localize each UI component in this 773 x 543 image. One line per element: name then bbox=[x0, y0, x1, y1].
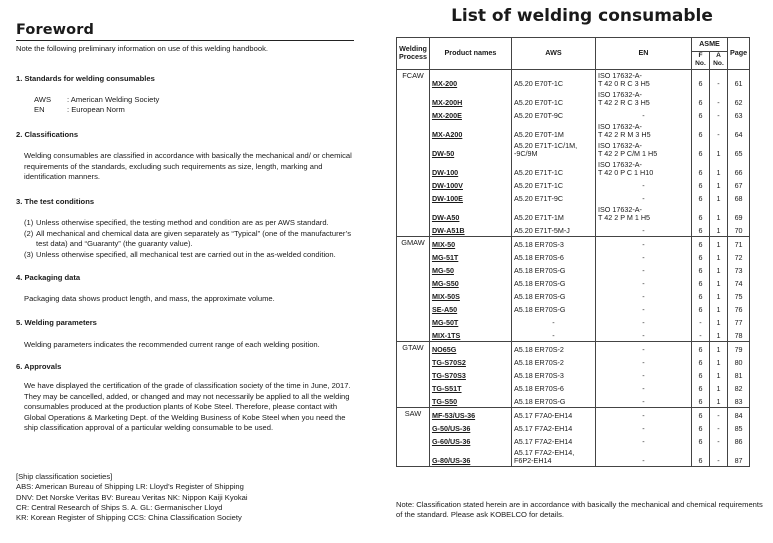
cell-product-name: MIX-50 bbox=[429, 236, 511, 250]
cell-f-no: 6 bbox=[691, 355, 709, 368]
cell-aws: A5.20 E70T-1C bbox=[511, 69, 595, 89]
cell-page: 62 bbox=[727, 89, 749, 108]
cell-a-no: 1 bbox=[709, 368, 727, 381]
cell-product-name: MX-200H bbox=[429, 89, 511, 108]
cell-a-no: - bbox=[709, 108, 727, 121]
cell-aws: A5.20 E71T-5M-J bbox=[511, 223, 595, 237]
table-row bbox=[397, 108, 750, 121]
header-page: Page bbox=[727, 38, 749, 70]
cell-en: ISO 17632-A- T 42 2 P C/M 1 H5 bbox=[595, 140, 691, 159]
cell-a-no: 1 bbox=[709, 302, 727, 315]
section-5-body: Welding parameters indicates the recommended current range of each welding position. bbox=[24, 340, 320, 349]
cell-aws: A5.18 ER70S-G bbox=[511, 263, 595, 276]
standard-abbr: AWS bbox=[34, 95, 52, 104]
cell-page: 73 bbox=[727, 263, 749, 276]
ship-society-line: DNV: Det Norske Veritas BV: Bureau Veritas NK: Nippon Kaiji Kyokai bbox=[16, 492, 248, 502]
header-f-no: F No. bbox=[691, 52, 709, 70]
cell-en: ISO 17632-A- T 42 2 P M 1 H5 bbox=[595, 204, 691, 223]
cell-aws: A5.18 ER70S-G bbox=[511, 276, 595, 289]
test-conditions-list bbox=[24, 218, 352, 260]
cell-a-no: - bbox=[709, 121, 727, 140]
cell-f-no: 6 bbox=[691, 89, 709, 108]
standard-name: : American Welding Society bbox=[67, 95, 160, 104]
cell-f-no: 6 bbox=[691, 341, 709, 355]
cell-page: 81 bbox=[727, 368, 749, 381]
cell-product-name: G-60/US-36 bbox=[429, 434, 511, 447]
list-item-number: (3) bbox=[24, 249, 34, 259]
cell-en: - bbox=[595, 250, 691, 263]
table-row bbox=[397, 236, 750, 250]
section-3-heading: 3. The test conditions bbox=[16, 197, 95, 206]
cell-welding-process: SAW bbox=[397, 407, 430, 466]
cell-a-no: - bbox=[709, 69, 727, 89]
foreword-title: Foreword bbox=[16, 22, 94, 38]
table-row bbox=[397, 434, 750, 447]
cell-f-no: 6 bbox=[691, 381, 709, 394]
table-row bbox=[397, 315, 750, 328]
cell-a-no: 1 bbox=[709, 191, 727, 204]
cell-aws: A5.18 ER70S-3 bbox=[511, 368, 595, 381]
cell-f-no: 6 bbox=[691, 121, 709, 140]
table-row bbox=[397, 302, 750, 315]
cell-f-no: 6 bbox=[691, 140, 709, 159]
cell-f-no: 6 bbox=[691, 69, 709, 89]
cell-aws: A5.17 F7A2-EH14, F6P2-EH14 bbox=[511, 447, 595, 467]
cell-page: 77 bbox=[727, 315, 749, 328]
standards-list bbox=[34, 95, 362, 115]
cell-aws: A5.20 E70T-1C bbox=[511, 89, 595, 108]
cell-page: 78 bbox=[727, 328, 749, 342]
cell-product-name: TG-S70S3 bbox=[429, 368, 511, 381]
cell-en: - bbox=[595, 434, 691, 447]
standard-row bbox=[34, 95, 362, 105]
cell-product-name: MX-200 bbox=[429, 69, 511, 89]
table-row bbox=[397, 368, 750, 381]
cell-product-name: DW-100 bbox=[429, 159, 511, 178]
cell-welding-process: GMAW bbox=[397, 236, 430, 341]
cell-aws: A5.20 E71T-1M bbox=[511, 204, 595, 223]
cell-page: 63 bbox=[727, 108, 749, 121]
section-2-body bbox=[24, 151, 352, 183]
cell-f-no: 6 bbox=[691, 204, 709, 223]
cell-en: - bbox=[595, 368, 691, 381]
cell-page: 71 bbox=[727, 236, 749, 250]
cell-a-no: - bbox=[709, 407, 727, 421]
cell-f-no: 6 bbox=[691, 223, 709, 237]
cell-page: 79 bbox=[727, 341, 749, 355]
cell-f-no: 6 bbox=[691, 236, 709, 250]
cell-a-no: 1 bbox=[709, 289, 727, 302]
table-footnote: Note: Classification stated herein are in accordance with basically the mechanical and chemical requirements of the standard. Please ask KOBELCO for details. bbox=[396, 500, 763, 519]
section-6-body bbox=[24, 381, 352, 434]
cell-page: 75 bbox=[727, 289, 749, 302]
header-aws: AWS bbox=[511, 38, 595, 70]
standard-row bbox=[34, 105, 362, 115]
cell-product-name: MG-50 bbox=[429, 263, 511, 276]
cell-en: ISO 17632-A- T 42 0 P C 1 H10 bbox=[595, 159, 691, 178]
cell-a-no: - bbox=[709, 421, 727, 434]
cell-page: 70 bbox=[727, 223, 749, 237]
cell-aws: A5.17 F7A2-EH14 bbox=[511, 421, 595, 434]
table-row bbox=[397, 263, 750, 276]
cell-product-name: MG-50T bbox=[429, 315, 511, 328]
cell-en: - bbox=[595, 341, 691, 355]
cell-f-no: 6 bbox=[691, 178, 709, 191]
table-row bbox=[397, 159, 750, 178]
cell-f-no: 6 bbox=[691, 289, 709, 302]
cell-aws: A5.20 E70T-9C bbox=[511, 108, 595, 121]
cell-product-name: MG-S50 bbox=[429, 276, 511, 289]
cell-en: - bbox=[595, 355, 691, 368]
cell-f-no: 6 bbox=[691, 434, 709, 447]
table-row bbox=[397, 289, 750, 302]
section-2-heading: 2. Classifications bbox=[16, 130, 79, 139]
cell-a-no: 1 bbox=[709, 355, 727, 368]
cell-a-no: 1 bbox=[709, 159, 727, 178]
cell-a-no: 1 bbox=[709, 250, 727, 263]
cell-aws: A5.17 F7A0-EH14 bbox=[511, 407, 595, 421]
cell-a-no: 1 bbox=[709, 204, 727, 223]
cell-en: - bbox=[595, 276, 691, 289]
cell-en: - bbox=[595, 315, 691, 328]
cell-f-no: 6 bbox=[691, 447, 709, 467]
cell-aws: A5.20 E70T-1M bbox=[511, 121, 595, 140]
table-row bbox=[397, 421, 750, 434]
foreword-panel bbox=[16, 22, 354, 523]
cell-a-no: 1 bbox=[709, 263, 727, 276]
cell-en: - bbox=[595, 236, 691, 250]
consumables-title: List of welding consumable bbox=[451, 6, 713, 26]
cell-page: 65 bbox=[727, 140, 749, 159]
section-2-text: Welding consumables are classified in accordance with basically the mechanical and/ or chemical requirements of the standards, excluding such requirements as size, length, marking and identification manners. bbox=[24, 151, 352, 182]
cell-a-no: 1 bbox=[709, 381, 727, 394]
cell-a-no: 1 bbox=[709, 341, 727, 355]
cell-en: - bbox=[595, 302, 691, 315]
cell-product-name: DW-50 bbox=[429, 140, 511, 159]
list-item-text: Unless otherwise specified, all mechanical test are carried out in the as-welded condition. bbox=[36, 249, 336, 259]
cell-product-name: MX-200E bbox=[429, 108, 511, 121]
cell-en: - bbox=[595, 289, 691, 302]
cell-product-name: MX-A200 bbox=[429, 121, 511, 140]
cell-a-no: - bbox=[709, 434, 727, 447]
cell-f-no: 6 bbox=[691, 250, 709, 263]
cell-aws: A5.18 ER70S-3 bbox=[511, 236, 595, 250]
cell-page: 61 bbox=[727, 69, 749, 89]
table-row bbox=[397, 394, 750, 408]
cell-page: 83 bbox=[727, 394, 749, 408]
table-row bbox=[397, 341, 750, 355]
header-welding-process: Welding Process bbox=[397, 38, 430, 70]
cell-aws: A5.20 E71T-1C bbox=[511, 178, 595, 191]
cell-page: 69 bbox=[727, 204, 749, 223]
cell-product-name: MG-51T bbox=[429, 250, 511, 263]
list-item-text: All mechanical and chemical data are given separately as “Typical” (one of the manufacturer’s test data) and “Guaranty” (the guaranty value). bbox=[36, 228, 352, 249]
cell-f-no: 6 bbox=[691, 421, 709, 434]
cell-product-name: SE-A50 bbox=[429, 302, 511, 315]
cell-en: ISO 17632-A- T 42 2 R C 3 H5 bbox=[595, 89, 691, 108]
table-row bbox=[397, 89, 750, 108]
ship-society-line: KR: Korean Register of Shipping CCS: China Classification Society bbox=[16, 513, 242, 523]
cell-product-name: DW-100V bbox=[429, 178, 511, 191]
cell-product-name: MF-53/US-36 bbox=[429, 407, 511, 421]
standard-name: : European Norm bbox=[67, 105, 125, 114]
cell-aws: A5.18 ER70S-G bbox=[511, 302, 595, 315]
list-item bbox=[24, 250, 352, 261]
cell-a-no: 1 bbox=[709, 315, 727, 328]
section-6-heading: 6. Approvals bbox=[16, 362, 62, 371]
foreword-intro: Note the following preliminary information on use of this welding handbook. bbox=[16, 44, 269, 53]
cell-page: 80 bbox=[727, 355, 749, 368]
cell-page: 72 bbox=[727, 250, 749, 263]
cell-page: 74 bbox=[727, 276, 749, 289]
table-row bbox=[397, 121, 750, 140]
cell-product-name: MIX-1TS bbox=[429, 328, 511, 342]
cell-en: ISO 17632-A- T 42 2 R M 3 H5 bbox=[595, 121, 691, 140]
header-a-no: A No. bbox=[709, 52, 727, 70]
cell-product-name: DW-100E bbox=[429, 191, 511, 204]
table-body bbox=[397, 69, 750, 466]
cell-aws: A5.18 ER70S-6 bbox=[511, 381, 595, 394]
cell-page: 76 bbox=[727, 302, 749, 315]
table-row bbox=[397, 276, 750, 289]
cell-aws: A5.20 E71T-1C bbox=[511, 159, 595, 178]
cell-a-no: 1 bbox=[709, 178, 727, 191]
cell-product-name: G-50/US-36 bbox=[429, 421, 511, 434]
cell-en: - bbox=[595, 447, 691, 467]
ship-classification-title: [Ship classification societies] bbox=[16, 472, 113, 481]
cell-page: 87 bbox=[727, 447, 749, 467]
cell-product-name: MIX-50S bbox=[429, 289, 511, 302]
list-item bbox=[24, 218, 352, 229]
cell-f-no: 6 bbox=[691, 191, 709, 204]
cell-aws: A5.18 ER70S-2 bbox=[511, 355, 595, 368]
cell-aws: - bbox=[511, 328, 595, 342]
cell-page: 84 bbox=[727, 407, 749, 421]
cell-page: 68 bbox=[727, 191, 749, 204]
cell-en: - bbox=[595, 381, 691, 394]
consumables-table-container bbox=[396, 37, 750, 467]
cell-welding-process: GTAW bbox=[397, 341, 430, 407]
cell-aws: - bbox=[511, 315, 595, 328]
cell-page: 82 bbox=[727, 381, 749, 394]
list-item-number: (1) bbox=[24, 218, 34, 227]
cell-aws: A5.18 ER70S-G bbox=[511, 289, 595, 302]
table-row bbox=[397, 250, 750, 263]
cell-a-no: 1 bbox=[709, 140, 727, 159]
ship-society-line: CR: Central Research of Ships S. A. GL: Germanischer Lloyd bbox=[16, 502, 223, 512]
section-1-heading: 1. Standards for welding consumables bbox=[16, 74, 155, 83]
cell-en: - bbox=[595, 191, 691, 204]
cell-f-no: 6 bbox=[691, 263, 709, 276]
cell-en: - bbox=[595, 108, 691, 121]
cell-page: 66 bbox=[727, 159, 749, 178]
cell-page: 86 bbox=[727, 434, 749, 447]
cell-f-no: 6 bbox=[691, 394, 709, 408]
cell-product-name: DW-A50 bbox=[429, 204, 511, 223]
ship-society-line: ABS: American Bureau of Shipping LR: Lloyd’s Register of Shipping bbox=[16, 482, 244, 492]
approvals-paragraph-2: They may be cancelled, added, or changed and may not necessarily be applied to all the welding consumables produced at the production plants of Kobe Steel. Therefore, please contact with Global Operations & Marketing Dept. of the Welding Business of Kobe Steel when you need the ship classification approval of a particular welding consumable to be used. bbox=[24, 391, 350, 433]
cell-a-no: 1 bbox=[709, 223, 727, 237]
cell-aws: A5.17 F7A2-EH14 bbox=[511, 434, 595, 447]
cell-page: 85 bbox=[727, 421, 749, 434]
cell-en: ISO 17632-A- T 42 0 R C 3 H5 bbox=[595, 69, 691, 89]
list-item-text: Unless otherwise specified, the testing method and condition are as per AWS standard. bbox=[36, 218, 329, 227]
cell-f-no: 6 bbox=[691, 368, 709, 381]
foreword-rule bbox=[16, 40, 354, 41]
cell-a-no: 1 bbox=[709, 394, 727, 408]
table-row bbox=[397, 447, 750, 467]
section-4-body: Packaging data shows product length, and mass, the approximate volume. bbox=[24, 294, 275, 303]
cell-product-name: DW-A51B bbox=[429, 223, 511, 237]
cell-aws: A5.18 ER70S-G bbox=[511, 394, 595, 408]
table-row bbox=[397, 355, 750, 368]
table-row bbox=[397, 407, 750, 421]
cell-aws: A5.20 E71T-1C/1M, -9C/9M bbox=[511, 140, 595, 159]
cell-f-no: 6 bbox=[691, 407, 709, 421]
cell-f-no: - bbox=[691, 315, 709, 328]
section-4-heading: 4. Packaging data bbox=[16, 273, 81, 282]
cell-product-name: G-80/US-36 bbox=[429, 447, 511, 467]
cell-en: - bbox=[595, 263, 691, 276]
table-row bbox=[397, 381, 750, 394]
cell-f-no: 6 bbox=[691, 302, 709, 315]
cell-product-name: TG-S70S2 bbox=[429, 355, 511, 368]
table-header bbox=[397, 38, 750, 70]
cell-en: - bbox=[595, 223, 691, 237]
cell-aws: A5.20 E71T-9C bbox=[511, 191, 595, 204]
cell-aws: A5.18 ER70S-6 bbox=[511, 250, 595, 263]
cell-aws: A5.18 ER70S-2 bbox=[511, 341, 595, 355]
section-5-heading: 5. Welding parameters bbox=[16, 318, 97, 327]
cell-a-no: - bbox=[709, 447, 727, 467]
table-row bbox=[397, 69, 750, 89]
header-product-names: Product names bbox=[429, 38, 511, 70]
consumables-table bbox=[396, 37, 750, 467]
table-row bbox=[397, 328, 750, 342]
table-row bbox=[397, 140, 750, 159]
table-row bbox=[397, 223, 750, 237]
header-en: EN bbox=[595, 38, 691, 70]
standard-abbr: EN bbox=[34, 105, 45, 114]
cell-en: - bbox=[595, 328, 691, 342]
ship-classification-block bbox=[16, 472, 248, 523]
cell-product-name: TG-S51T bbox=[429, 381, 511, 394]
cell-en: - bbox=[595, 421, 691, 434]
approvals-paragraph-1: We have displayed the certification of the grade of classification society of the time in June, 2017. bbox=[24, 381, 351, 390]
cell-f-no: 6 bbox=[691, 276, 709, 289]
list-item bbox=[24, 229, 352, 250]
list-item-number: (2) bbox=[24, 228, 34, 238]
cell-welding-process: FCAW bbox=[397, 69, 430, 236]
cell-product-name: NO65G bbox=[429, 341, 511, 355]
cell-a-no: 1 bbox=[709, 276, 727, 289]
cell-a-no: 1 bbox=[709, 236, 727, 250]
table-row bbox=[397, 191, 750, 204]
cell-page: 64 bbox=[727, 121, 749, 140]
cell-en: - bbox=[595, 178, 691, 191]
cell-a-no: 1 bbox=[709, 328, 727, 342]
cell-en: - bbox=[595, 407, 691, 421]
table-row bbox=[397, 204, 750, 223]
cell-en: - bbox=[595, 394, 691, 408]
cell-page: 67 bbox=[727, 178, 749, 191]
header-asme: ASME bbox=[691, 38, 727, 52]
cell-a-no: - bbox=[709, 89, 727, 108]
cell-f-no: 6 bbox=[691, 108, 709, 121]
cell-f-no: 6 bbox=[691, 159, 709, 178]
cell-f-no: - bbox=[691, 328, 709, 342]
cell-product-name: TG-S50 bbox=[429, 394, 511, 408]
table-row bbox=[397, 178, 750, 191]
